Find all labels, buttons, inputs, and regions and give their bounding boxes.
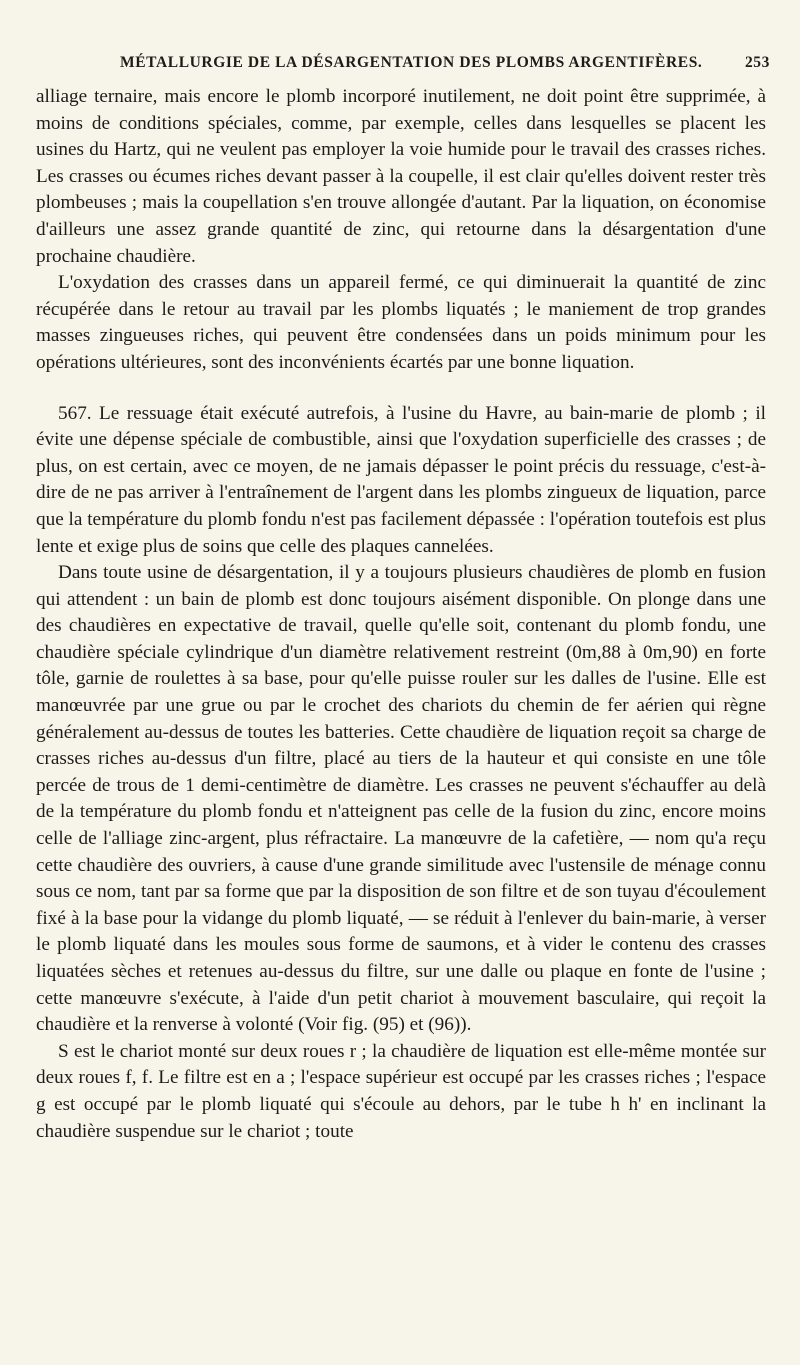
paragraph-5: S est le chariot monté sur deux roues r ; la chaudière de liquation est elle-même montée sur deux roues f, f. Le filtre est en a ; l'espace supérieur est occupé par les crasses riches ; l'espace g est occupé par le plomb liquaté qui s'écoule au dehors, par le tube h h' en inclinant la chaudière suspendue sur le chariot ; toute — [36, 1040, 766, 1142]
running-header — [120, 54, 770, 78]
paragraph-2: L'oxydation des crasses dans un appareil fermé, ce qui diminuerait la quantité de zinc récupérée dans le retour au travail par les plombs liquatés ; le maniement de trop grandes masses zingueuses riches, qui peuvent être condensées dans un poids minimum pour les opérations ultérieures, sont des inconvénients écartés par une bonne liquation. — [36, 272, 766, 373]
header-title: MÉTALLURGIE DE LA DÉSARGENTATION DES PLOMBS ARGENTIFÈRES. — [120, 54, 703, 71]
page-number: 253 — [744, 54, 770, 71]
paragraph-4: Dans toute usine de désargentation, il y a toujours plusieurs chaudières de plomb en fusion qui attendent : un bain de plomb est donc toujours aisément disponible. On plonge dans une des chaudières en expectative de travail, quelle qu'elle soit, contenant du plomb fondu, une chaudière spéciale cylindrique d'un diamètre relativement restreint (0m,88 à 0m,90) en forte tôle, garnie de roulettes à sa base, pour qu'elle puisse rouler sur les dalles de l'usine. Elle est manœuvrée par une grue ou par le crochet des chariots du chemin de fer aérien qui règne généralement au-dessus de toutes les batteries. Cette chaudière de liquation reçoit sa charge de crasses riches au-dessus d'un filtre, placé au tiers de la hauteur et qui consiste en une tôle percée de trous de 1 demi-centimètre de diamètre. Les crasses ne peuvent s'échauffer au delà de la température du plomb fondu et n'atteignent pas celle de la fusion du zinc, encore moins celle de l'alliage zinc-argent, plus réfractaire. La manœuvre de la cafetière, — nom qu'a reçu cette chaudière des ouvriers, à cause d'une grande similitude avec l'ustensile de ménage connu sous ce nom, tant par sa forme que par la disposition de son filtre et de son tuyau d'écoulement fixé à la base pour la vidange du plomb liquaté, — se réduit à l'enlever du bain-marie, à verser le plomb liquaté dans les moules sous forme de saumons, et à vider le contenu des crasses liquatées sèches et retenues au-dessus du filtre, sur une dalle ou plaque en fonte de l'usine ; cette manœuvre s'exécute, à l'aide d'un petit chariot à mouvement basculaire, qui reçoit la chaudière et la renverse à volonté (Voir fig. (95) et (96)). — [36, 562, 766, 1036]
body-text — [36, 84, 766, 1145]
paragraph-567: 567. Le ressuage était exécuté autrefois, à l'usine du Havre, au bain-marie de plomb ; il évite une dépense spéciale de combustible, ainsi que l'oxydation superficielle des crasses ; de plus, on est certain, avec ce moyen, de ne jamais dépasser le point précis du ressuage, c'est-à-dire de ne pas arriver à l'entraînement de l'argent dans les plombs zingueux de liquation, parce que la température du plomb fondu n'est pas facilement dépassée : l'opération toutefois est plus lente et exige plus de soins que celle des plaques cannelées. — [36, 402, 766, 557]
paragraph-1: alliage ternaire, mais encore le plomb incorporé inutilement, ne doit point être supprimée, à moins de conditions spéciales, comme, par exemple, celles dans lesquelles se placent les usines du Hartz, qui ne veulent pas employer la voie humide pour le travail des crasses riches. Les crasses ou écumes riches devant passer à la coupelle, il est clair qu'elles doivent rester très plombeuses ; mais la coupellation s'en trouve allongée d'autant. Par la liquation, on économise d'ailleurs une assez grande quantité de zinc, qui retourne dans la désargentation d'une prochaine chaudière. — [36, 86, 766, 267]
